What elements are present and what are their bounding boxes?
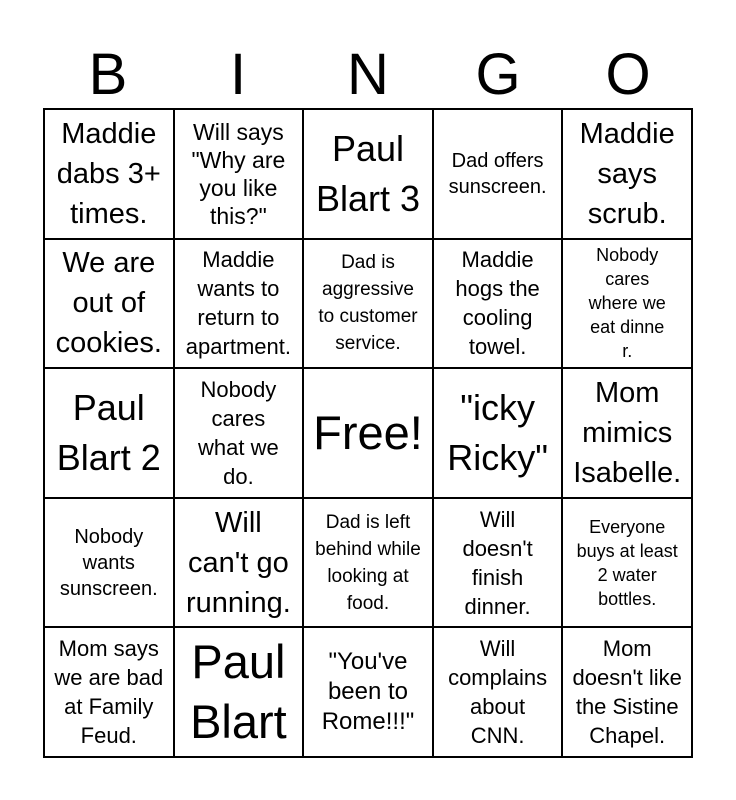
header-letter-g: G [475,42,521,107]
cell-text: Free! [313,405,423,459]
cell-text: Dad offers sunscreen. [448,149,547,198]
bingo-cell[interactable] [303,109,433,239]
bingo-cell[interactable] [562,627,692,757]
cell-text: Nobody cares what we do. [198,376,279,489]
header-letter-o: O [605,42,651,107]
cell-text: Everyone buys at least 2 water bottles. [576,516,678,609]
cell-text: Maddie hogs the cooling towel. [455,247,540,360]
cell-text: Maddie says scrub. [579,117,675,230]
cell-text: Mom says we are bad at Family Feud. [54,636,164,749]
bingo-cell[interactable] [433,498,563,628]
bingo-cell[interactable] [433,627,563,757]
bingo-cell[interactable] [44,109,174,239]
bingo-cell[interactable] [174,498,304,628]
bingo-cell[interactable] [44,368,174,498]
bingo-cell[interactable] [174,368,304,498]
cell-text: Will doesn't finish dinner. [462,506,533,619]
cell-text: We are out of cookies. [55,247,162,360]
cell-text: Dad is left behind while looking at food. [315,511,421,614]
bingo-cell[interactable] [562,368,692,498]
bingo-cell[interactable] [44,239,174,369]
bingo-cell[interactable] [44,498,174,628]
cell-text: Paul Blart [190,635,287,749]
cell-text: Maddie dabs 3+ times. [56,117,161,230]
bingo-cell[interactable] [562,498,692,628]
cell-text: "icky Ricky" [447,386,548,478]
bingo-cell[interactable] [433,368,563,498]
cell-text: Maddie wants to return to apartment. [185,247,291,360]
cell-text: Paul Blart 2 [56,386,161,478]
cell-text: Mom mimics Isabelle. [573,376,682,489]
bingo-cell[interactable] [44,627,174,757]
cell-text: Will can't go running. [185,506,291,619]
bingo-cell[interactable] [303,627,433,757]
cell-text: Nobody wants sunscreen. [59,525,158,600]
bingo-cell[interactable] [433,109,563,239]
cell-text: Will complains about CNN. [448,636,548,749]
header-letter-n: N [347,42,389,107]
cell-text: Dad is aggressive to customer service. [318,252,418,355]
bingo-cell[interactable] [174,109,304,239]
bingo-cell[interactable] [174,239,304,369]
bingo-cell[interactable] [303,368,433,498]
bingo-cell[interactable] [562,239,692,369]
bingo-cell[interactable] [562,109,692,239]
cell-text: Mom doesn't like the Sistine Chapel. [572,636,682,749]
header-letter-b: B [88,42,128,107]
bingo-cell[interactable] [303,239,433,369]
bingo-cell[interactable] [433,239,563,369]
cell-text: Nobody cares where we eat dinne r. [588,245,666,362]
cell-text: "You've been to Rome!!!" [321,648,415,736]
bingo-grid [43,108,693,758]
bingo-cell[interactable] [174,627,304,757]
bingo-header [43,42,693,108]
cell-text: Paul Blart 3 [315,127,421,219]
header-letter-i: I [229,42,247,107]
bingo-cell[interactable] [303,498,433,628]
cell-text: Will says "Why are you like this?" [191,118,286,229]
